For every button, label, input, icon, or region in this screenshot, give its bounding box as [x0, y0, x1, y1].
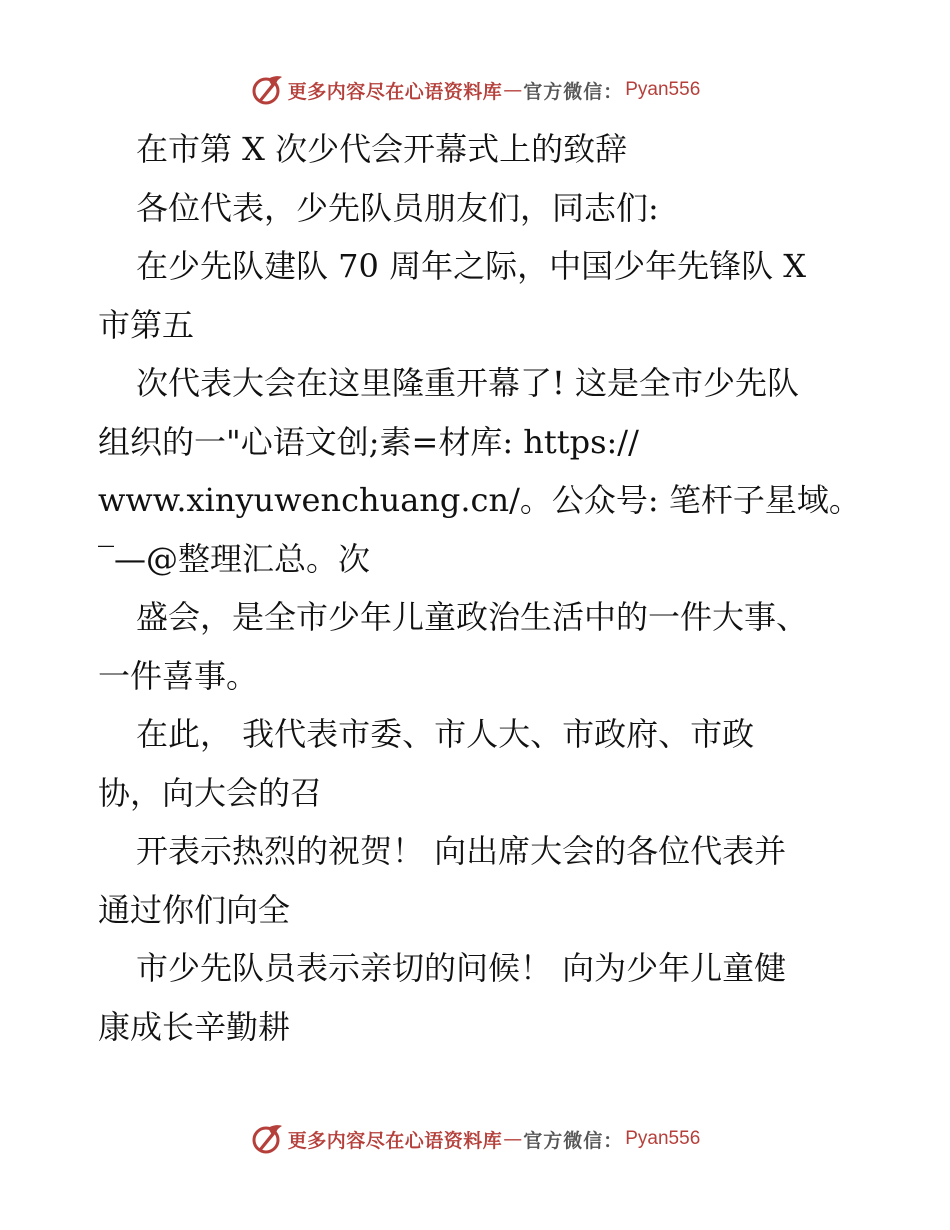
paragraph-line: 市少先队员表示亲切的问候！ 向为少年儿童健: [136, 949, 787, 987]
banner-wechat-id: Pyan556: [625, 79, 701, 100]
paragraph-line: 在少先队建队 70 周年之际，中国少年先锋队 X: [136, 247, 807, 285]
banner-title: 更多内容尽在心语资料库: [287, 1129, 503, 1152]
paragraph-line: 组织的一"心语文创;素=材库: https://: [98, 422, 639, 461]
paragraph-line: 康成长辛勤耕: [98, 1007, 291, 1046]
banner-dash: —: [503, 79, 523, 101]
paragraph-line: 在此， 我代表市委、市人大、市政府、市政: [136, 715, 755, 753]
paragraph-line: 次代表大会在这里隆重开幕了! 这是全市少先队: [136, 364, 800, 402]
header-banner: [0, 70, 950, 110]
paragraph-line: 通过你们向全: [98, 890, 291, 929]
paragraph-line: 协，向大会的召: [98, 773, 323, 812]
salutation: 各位代表，少先队员朋友们，同志们:: [136, 188, 659, 227]
banner-wechat-id: Pyan556: [625, 1128, 701, 1149]
paragraph-line: www.xinyuwenchuang.cn/。公众号: 笔杆子星域。: [98, 481, 861, 519]
quill-logo-icon: [250, 73, 284, 107]
paragraph-line: ‾—@整理汇总。次: [98, 539, 371, 578]
footer-banner: [0, 1119, 950, 1159]
paragraph-line: 盛会，是全市少年儿童政治生活中的一件大事、: [136, 598, 809, 636]
paragraph-line: 市第五: [98, 305, 195, 344]
banner-dash: —: [503, 1128, 523, 1150]
banner-wechat-label: 官方微信：: [523, 80, 624, 103]
banner-wechat-label: 官方微信：: [523, 1129, 624, 1152]
document-title: 在市第 X 次少代会开幕式上的致辞: [136, 130, 628, 168]
quill-logo-icon: [250, 1122, 284, 1156]
banner-title: 更多内容尽在心语资料库: [287, 80, 503, 103]
document-body: [98, 120, 868, 1056]
paragraph-line: 开表示热烈的祝贺！ 向出席大会的各位代表并: [136, 832, 787, 870]
paragraph-line: 一件喜事。: [98, 656, 259, 695]
